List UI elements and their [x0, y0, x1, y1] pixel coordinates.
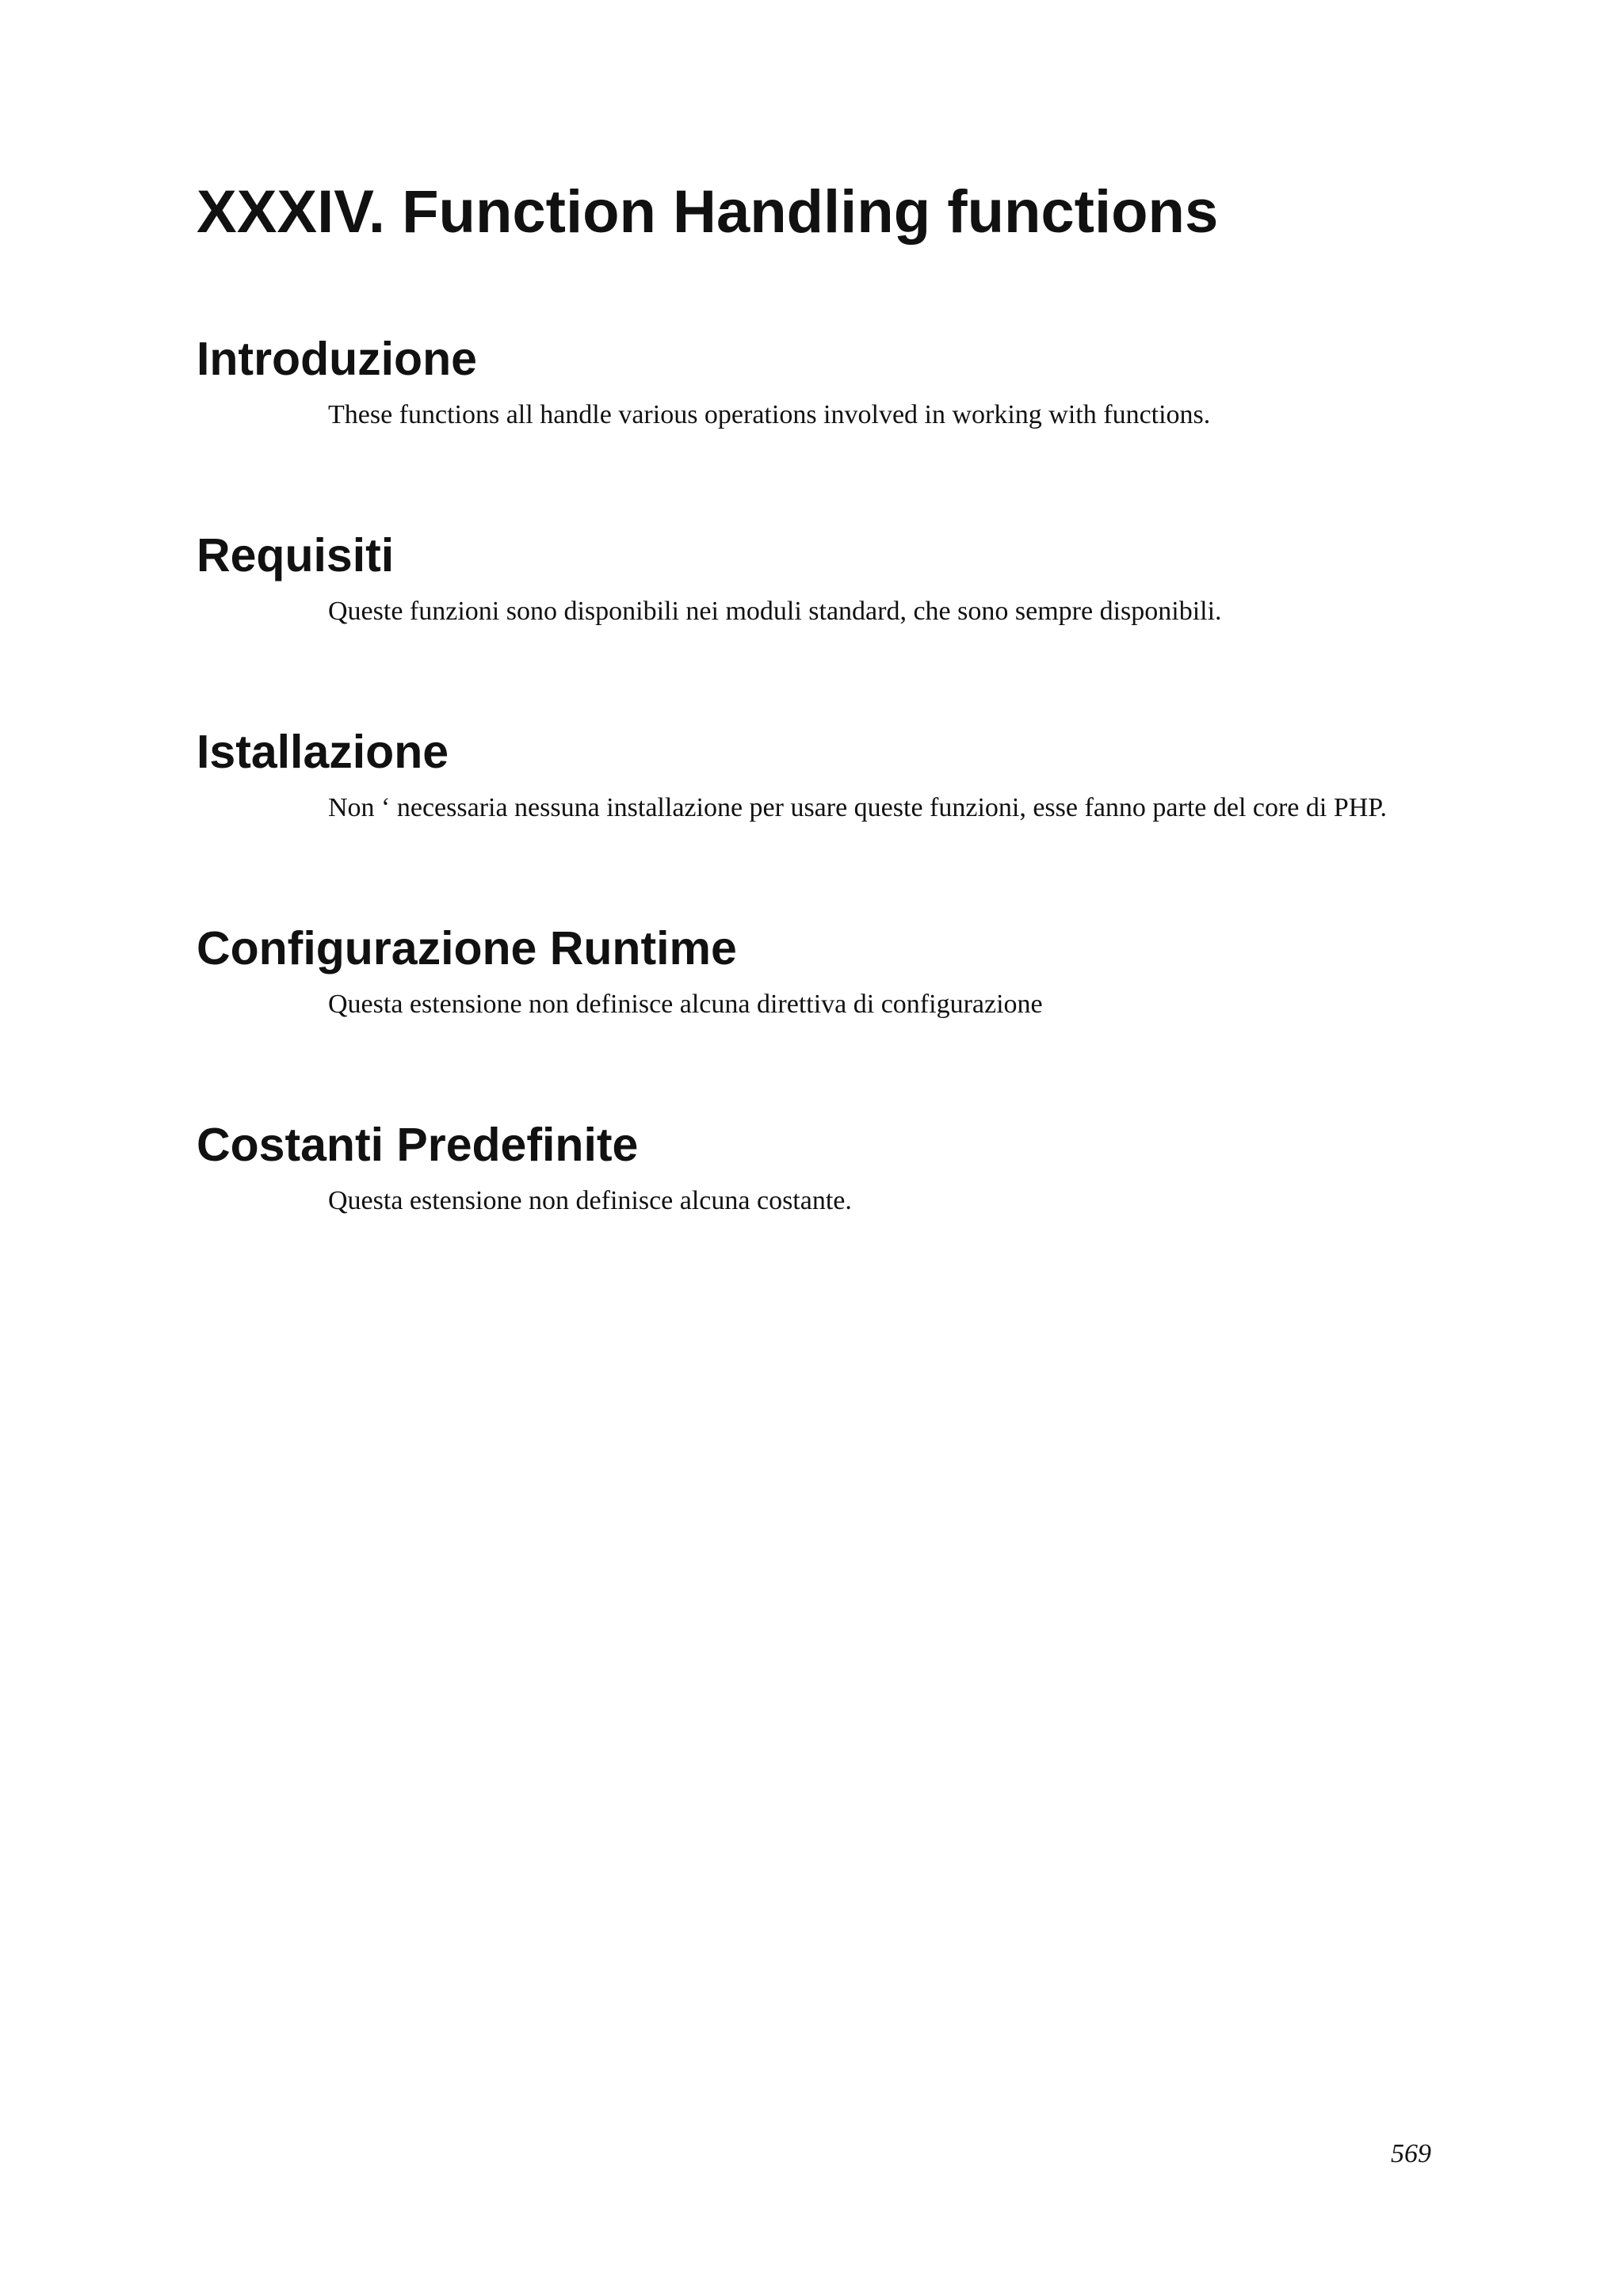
section-introduzione [197, 331, 1465, 432]
page-number: 569 [1391, 2139, 1431, 2168]
section-heading: Costanti Predefinite [197, 1119, 639, 1171]
section-heading: Requisiti [197, 529, 395, 582]
chapter-title: XXXIV. Function Handling functions [197, 178, 1219, 246]
section-heading: Configurazione Runtime [197, 922, 737, 974]
section-body: Questa estensione non definisce alcuna costante. [328, 1185, 852, 1215]
section-heading: Istallazione [197, 726, 449, 778]
section-heading: Introduzione [197, 333, 477, 385]
section-configurazione-runtime [197, 921, 1465, 1021]
section-istallazione [197, 724, 1465, 825]
section-costanti-predefinite [197, 1117, 1465, 1218]
section-body: These functions all handle various operations involved in working with functions. [328, 399, 1211, 429]
section-body: Non ‘ necessaria nessuna installazione per usare queste funzioni, esse fanno parte del core di PHP. [328, 792, 1387, 822]
section-requisiti [197, 528, 1465, 628]
section-body: Questa estensione non definisce alcuna direttiva di configurazione [328, 989, 1043, 1019]
section-body: Queste funzioni sono disponibili nei moduli standard, che sono sempre disponibili. [328, 596, 1222, 626]
